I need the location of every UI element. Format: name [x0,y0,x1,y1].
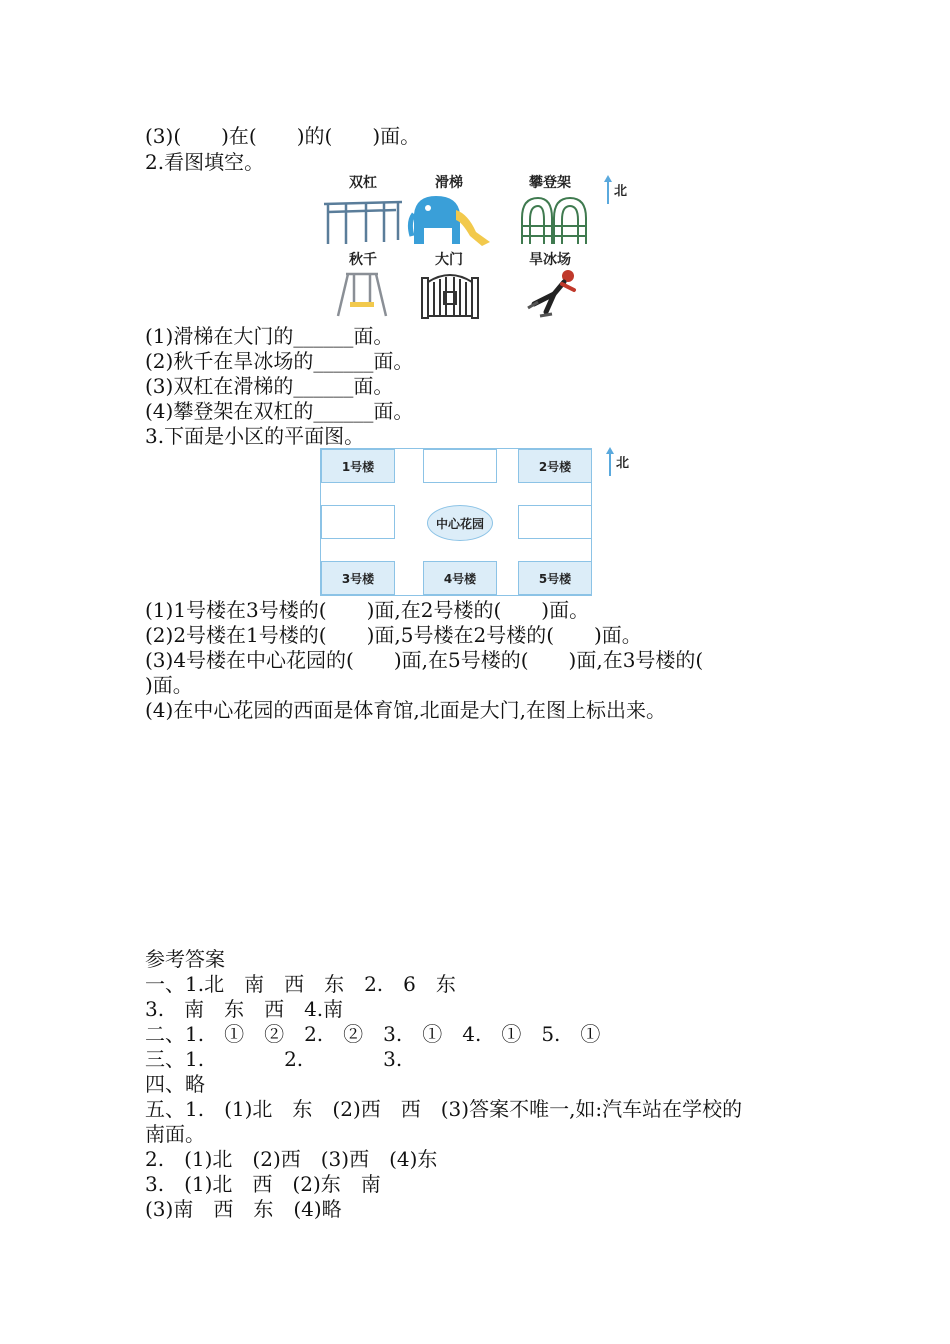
label-swing: 秋千 [349,252,377,268]
community-plan [320,448,592,596]
gate-icon [420,268,480,320]
empty-lot-west [321,505,395,539]
q3-title: 3.下面是小区的平面图。 [145,424,365,448]
label-climbing-frame: 攀登架 [529,175,571,191]
answer-line: 3. 南 东 西 4.南 [145,997,344,1021]
north-label: 北 [616,456,630,471]
parallel-bars-icon [322,194,404,246]
answer-line: 五、1. (1)北 东 (2)西 西 (3)答案不唯一,如:汽车站在学校的 [145,1097,743,1121]
building-2: 2号楼 [518,449,592,483]
north-label: 北 [614,184,628,199]
q3-item-3: (3)4号楼在中心花园的( )面,在5号楼的( )面,在3号楼的( [145,648,704,672]
label-slide: 滑梯 [435,175,463,191]
building-5: 5号楼 [518,561,592,595]
empty-lot-north [423,449,497,483]
q2-item-1: (1)滑梯在大门的______面。 [145,324,394,348]
building-3: 3号楼 [321,561,395,595]
answer-line: 3. (1)北 西 (2)东 南 [145,1172,381,1196]
answer-line: 南面。 [145,1122,205,1146]
slide-icon [406,192,492,248]
label-skating-rink: 旱冰场 [529,252,571,268]
answer-line: 四、略 [145,1072,205,1096]
q3-item-1: (1)1号楼在3号楼的( )面,在2号楼的( )面。 [145,598,590,622]
empty-lot-east [518,505,592,539]
q2-item-3: (3)双杠在滑梯的______面。 [145,374,394,398]
north-arrow-icon [602,174,614,206]
answers-title: 参考答案 [145,947,225,971]
building-4: 4号楼 [423,561,497,595]
q2-title: 2.看图填空。 [145,150,265,174]
answer-line: (3)南 西 东 (4)略 [145,1197,342,1221]
q1-item-3: (3)( )在( )的( )面。 [145,124,421,148]
label-parallel-bars: 双杠 [349,175,377,191]
central-garden: 中心花园 [427,505,493,541]
q2-item-4: (4)攀登架在双杠的______面。 [145,399,414,423]
answer-line: 一、1.北 南 西 东 2. 6 东 [145,972,456,996]
north-arrow-icon [604,446,616,478]
q3-item-4: (4)在中心花园的西面是体育馆,北面是大门,在图上标出来。 [145,698,667,722]
skater-icon [524,268,582,318]
answer-line: 三、1. 2. 3. [145,1047,403,1071]
climbing-frame-icon [518,192,590,246]
swing-icon [332,270,392,318]
q2-item-2: (2)秋千在旱冰场的______面。 [145,349,414,373]
label-gate: 大门 [435,252,463,268]
building-1: 1号楼 [321,449,395,483]
q3-item-2: (2)2号楼在1号楼的( )面,5号楼在2号楼的( )面。 [145,623,642,647]
answer-line: 2. (1)北 (2)西 (3)西 (4)东 [145,1147,438,1171]
answer-line: 二、1. ① ② 2. ② 3. ① 4. ① 5. ① [145,1022,601,1046]
q3-item-3-cont: )面。 [145,673,193,697]
